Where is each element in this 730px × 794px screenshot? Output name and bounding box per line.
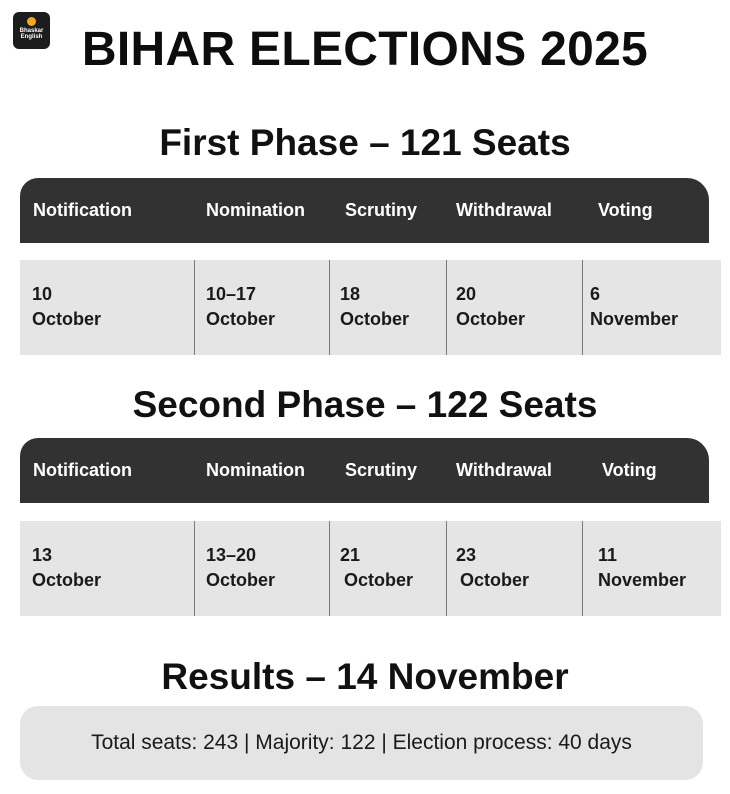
- phase1-scrutiny-date: 18 October: [340, 284, 410, 329]
- divider: [329, 260, 330, 355]
- phase1-header-voting: Voting: [598, 200, 653, 220]
- phase1-voting-date: 6 November: [590, 284, 679, 329]
- divider: [446, 521, 447, 616]
- phase1-withdrawal-date: 20 October: [456, 284, 526, 329]
- divider: [582, 521, 583, 616]
- logo-line-2: English: [20, 34, 43, 40]
- page-title: BIHAR ELECTIONS 2025: [81, 23, 649, 76]
- phase1-dates-row: [20, 260, 721, 355]
- divider: [194, 521, 195, 616]
- phase1-header-nomination: Nomination: [206, 200, 305, 220]
- divider: [194, 260, 195, 355]
- phase2-notification-date: 13 October: [32, 545, 102, 590]
- phase1-title: First Phase – 121 Seats: [159, 122, 571, 163]
- divider: [582, 260, 583, 355]
- logo-line-1: Bhaskar: [19, 28, 44, 34]
- phase1-header-withdrawal: Withdrawal: [456, 200, 552, 220]
- phase2-header-voting: Voting: [602, 460, 657, 480]
- phase2-header-nomination: Nomination: [206, 460, 305, 480]
- phase2-header-bar: [20, 438, 709, 503]
- phase2-nomination-date: 13–20 October: [206, 545, 276, 590]
- results-title: Results – 14 November: [161, 656, 569, 697]
- phase2-header-withdrawal: Withdrawal: [456, 460, 552, 480]
- phase2-withdrawal-date: 23 October: [456, 545, 530, 590]
- phase1-header-notification: Notification: [33, 200, 132, 220]
- divider: [446, 260, 447, 355]
- phase2-dates-row: [20, 521, 721, 616]
- phase1-header-scrutiny: Scrutiny: [345, 200, 418, 220]
- phase2-title: Second Phase – 122 Seats: [132, 384, 598, 425]
- phase1-nomination-date: 10–17 October: [206, 284, 276, 329]
- phase2-voting-date: 11 November: [598, 545, 687, 590]
- phase2-header-notification: Notification: [33, 460, 132, 480]
- phase1-header-bar: [20, 178, 709, 243]
- results-summary: Total seats: 243 | Majority: 122 | Election process: 40 days: [20, 706, 703, 780]
- phase2-header-scrutiny: Scrutiny: [345, 460, 418, 480]
- phase2-scrutiny-date: 21 October: [340, 545, 414, 590]
- divider: [329, 521, 330, 616]
- phase1-notification-date: 10 October: [32, 284, 102, 329]
